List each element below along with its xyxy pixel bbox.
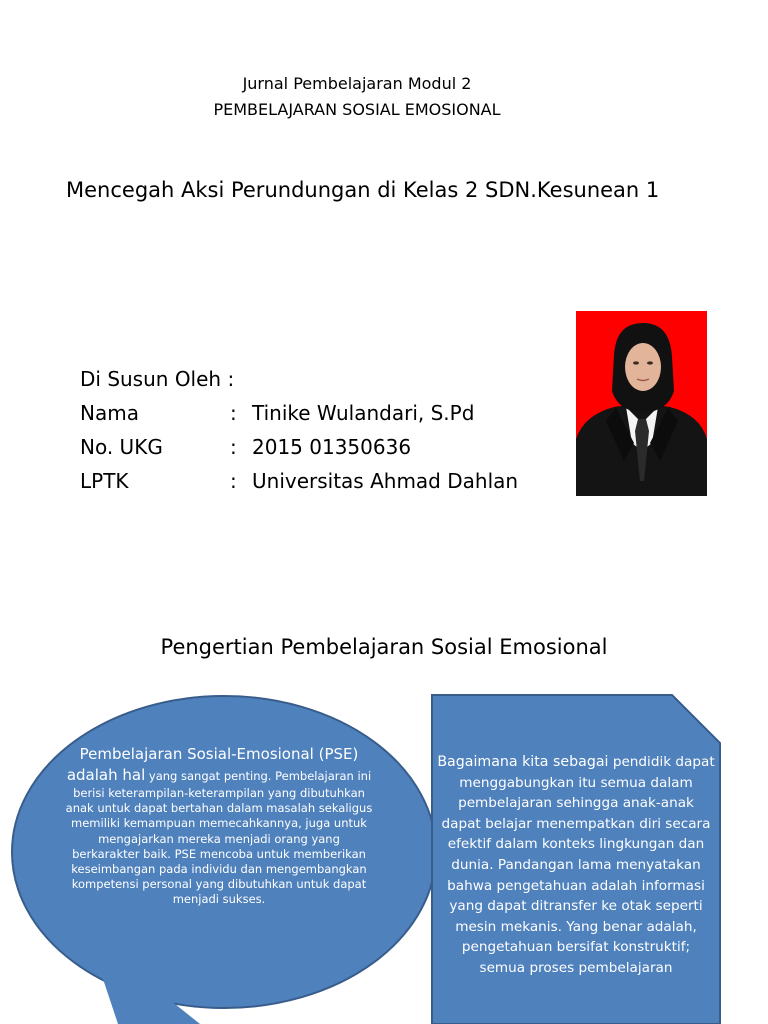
author-row-ukg [80,430,518,464]
author-info [80,362,518,498]
header-subtitle: PEMBELAJARAN SOSIAL EMOSIONAL [213,100,501,119]
author-row-lptk [80,464,518,498]
author-label-ukg: No. UKG [80,435,163,459]
author-value-lptk: Universitas Ahmad Dahlan [252,469,519,493]
callout-lead: Bagaimana kita sebagai [437,754,609,770]
author-value-name: Tinike Wulandari, S.Pd [252,401,475,425]
author-separator: : [230,435,237,459]
pse-definition-lead: Pembelajaran Sosial-Emosional (PSE) adalah hal [66,745,359,784]
section-heading: Pengertian Pembelajaran Sosial Emosional [160,635,608,659]
author-heading: Di Susun Oleh : [80,367,235,391]
author-separator: : [230,401,237,425]
author-label-lptk: LPTK [80,469,129,493]
document-subtitle: Mencegah Aksi Perundungan di Kelas 2 SDN.Kesunean 1 [66,178,660,202]
author-label-name: Nama [80,401,139,425]
author-value-ukg: 2015 01350636 [252,435,412,459]
pse-definition-text [64,744,374,908]
author-separator: : [230,469,237,493]
author-photo [576,311,707,496]
callout-body: pendidik dapat menggabungkan itu semua dalam pembelajaran sehingga anak-anak dapat belajar menempatkan diri secara efektif dalam konteks lingkungan dan dunia. Pandangan lama menyatakan bahwa pengetahuan adalah informasi yang dapat ditransfer ke otak seperti mesin mekanis. Yang benar adalah, pengetahuan bersifat konstruktif; semua proses pembelajaran [441,754,715,976]
pse-definition-body: yang sangat penting. Pembelajaran ini berisi keterampilan-keterampilan yang dibutuhkan anak untuk dapat bertahan dalam masalah sekaligus memiliki kemampuan memecahkannya, juga untuk mengajarkan mereka menjadi orang yang berkarakter baik. PSE mencoba untuk memberikan keseimbangan pada individu dan mengembangkan kompetensi personal yang dibutuhkan untuk dapat menjadi sukses. [65,769,373,907]
header-title: Jurnal Pembelajaran Modul 2 [242,74,472,93]
author-row-name [80,396,518,430]
callout-text [437,752,715,979]
